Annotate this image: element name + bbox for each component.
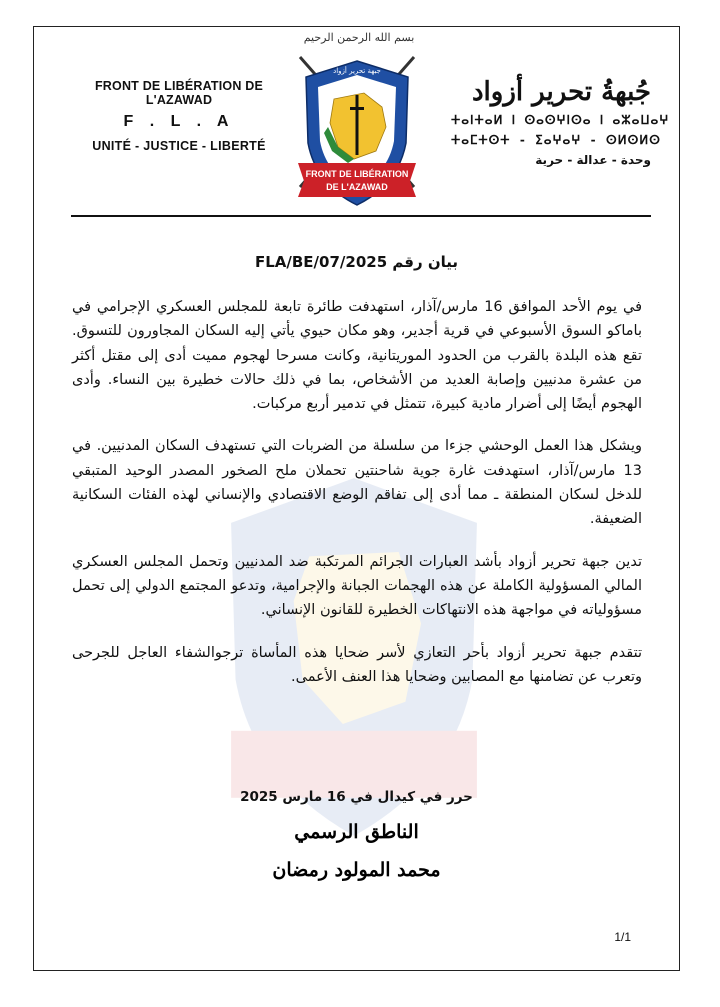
- org-motto-fr: UNITÉ - JUSTICE - LIBERTÉ: [92, 139, 266, 153]
- date-line: حرر في كيدال في 16 مارس 2025: [240, 789, 473, 805]
- basmala: بسم الله الرحمن الرحيم: [303, 31, 415, 44]
- header-right-block: [451, 77, 670, 167]
- paragraph-1: في يوم الأحد الموافق 16 مارس/آذار، استهدفت طائرة تابعة للمجلس العسكري الإجرامي في باماكو السوق الأسبوعي في قرية أجدير، وهو مكان حيوي يأتي إليه السكان المجاورون للتسوق. تقع هذه البلدة بالقرب من الحدود الموريتانية، وكانت مسرحا لهجوم مميت أدى إلى مقتل أكثر من عشرة مدنيين وإصابة العديد من الأشخاص، بما في ذلك حالات خطيرة بين النساء. وأدى الهجوم أيضًا إلى أضرار مادية كبيرة، تتمثل في تدمير أربع مركبات.: [72, 299, 643, 413]
- fla-emblem: [292, 47, 422, 217]
- paragraph-2: ويشكل هذا العمل الوحشي جزءا من سلسلة من الضربات التي تستهدف السكان المدنيين. في 13 مارس/آذار، استهدفت غارة جوية شاحنتين تحملان ملح الصخور المصدر الوحيد المتبقي للدخل لسكان المنطقة ـ مما أدى إلى تفاقم الوضع الاقتصادي والإنساني لهذه الفئات السكانية الضعيفة.: [72, 438, 642, 528]
- org-motto-ar: وحدة - عدالة - حرية: [535, 153, 651, 167]
- org-abbreviation: F . L . A: [123, 113, 235, 130]
- paragraph-3: تدين جبهة تحرير أزواد بأشد العبارات الجرائم المرتكبة ضد المدنيين وتحمل المجلس العسكري المالي المسؤولية الكاملة عن هذه الهجمات الجبانة والإجرامية، وتدعو المجتمع الدولي إلى تحمل مسؤولياته في مواجهة هذه الانتهاكات الخطيرة للقانون الإنساني.: [72, 553, 642, 619]
- signatory-title: الناطق الرسمي: [294, 821, 419, 843]
- org-name-fr: FRONT DE LIBÉRATION DE L'AZAWAD: [94, 79, 264, 107]
- banner-line-1: FRONT DE LIBÉRATION: [305, 169, 409, 179]
- org-name-tifinagh: ⵜⴰⵏⵜⴰⵍ ⵏ ⵙⴰⵙⵖⵏⵙⴰ ⵏ ⴰⵣⴰⵡⴰⵖ: [451, 113, 670, 127]
- signatory-name: محمد المولود رمضان: [272, 859, 441, 881]
- org-name-ar: جُبهةُ تحرير أزواد: [471, 77, 651, 107]
- header-left-block: [64, 79, 294, 153]
- page-number: 1/1: [614, 930, 631, 944]
- org-motto-tifinagh: ⵜⴰⵎⵜⵙⵜ - ⵉⴰⵖⴰⵖ - ⵙⵍⵙⵍⵙ: [451, 133, 661, 147]
- paragraph-4: تتقدم جبهة تحرير أزواد بأحر التعازي لأسر ضحايا هذه المأساة ترجوالشفاء العاجل للجرحى وتعرب عن تضامنها مع المصابين وضحايا هذا العنف الأعمى.: [72, 644, 642, 685]
- statement-reference: بيان رقم 2025/FLA/BE/07: [254, 253, 459, 271]
- header-divider: [71, 215, 651, 217]
- document-page: [33, 26, 680, 971]
- statement-body: [72, 295, 642, 707]
- emblem-ring-text: جبهة تحرير أزواد: [333, 67, 381, 75]
- banner-line-2: DE L'AZAWAD: [326, 182, 388, 192]
